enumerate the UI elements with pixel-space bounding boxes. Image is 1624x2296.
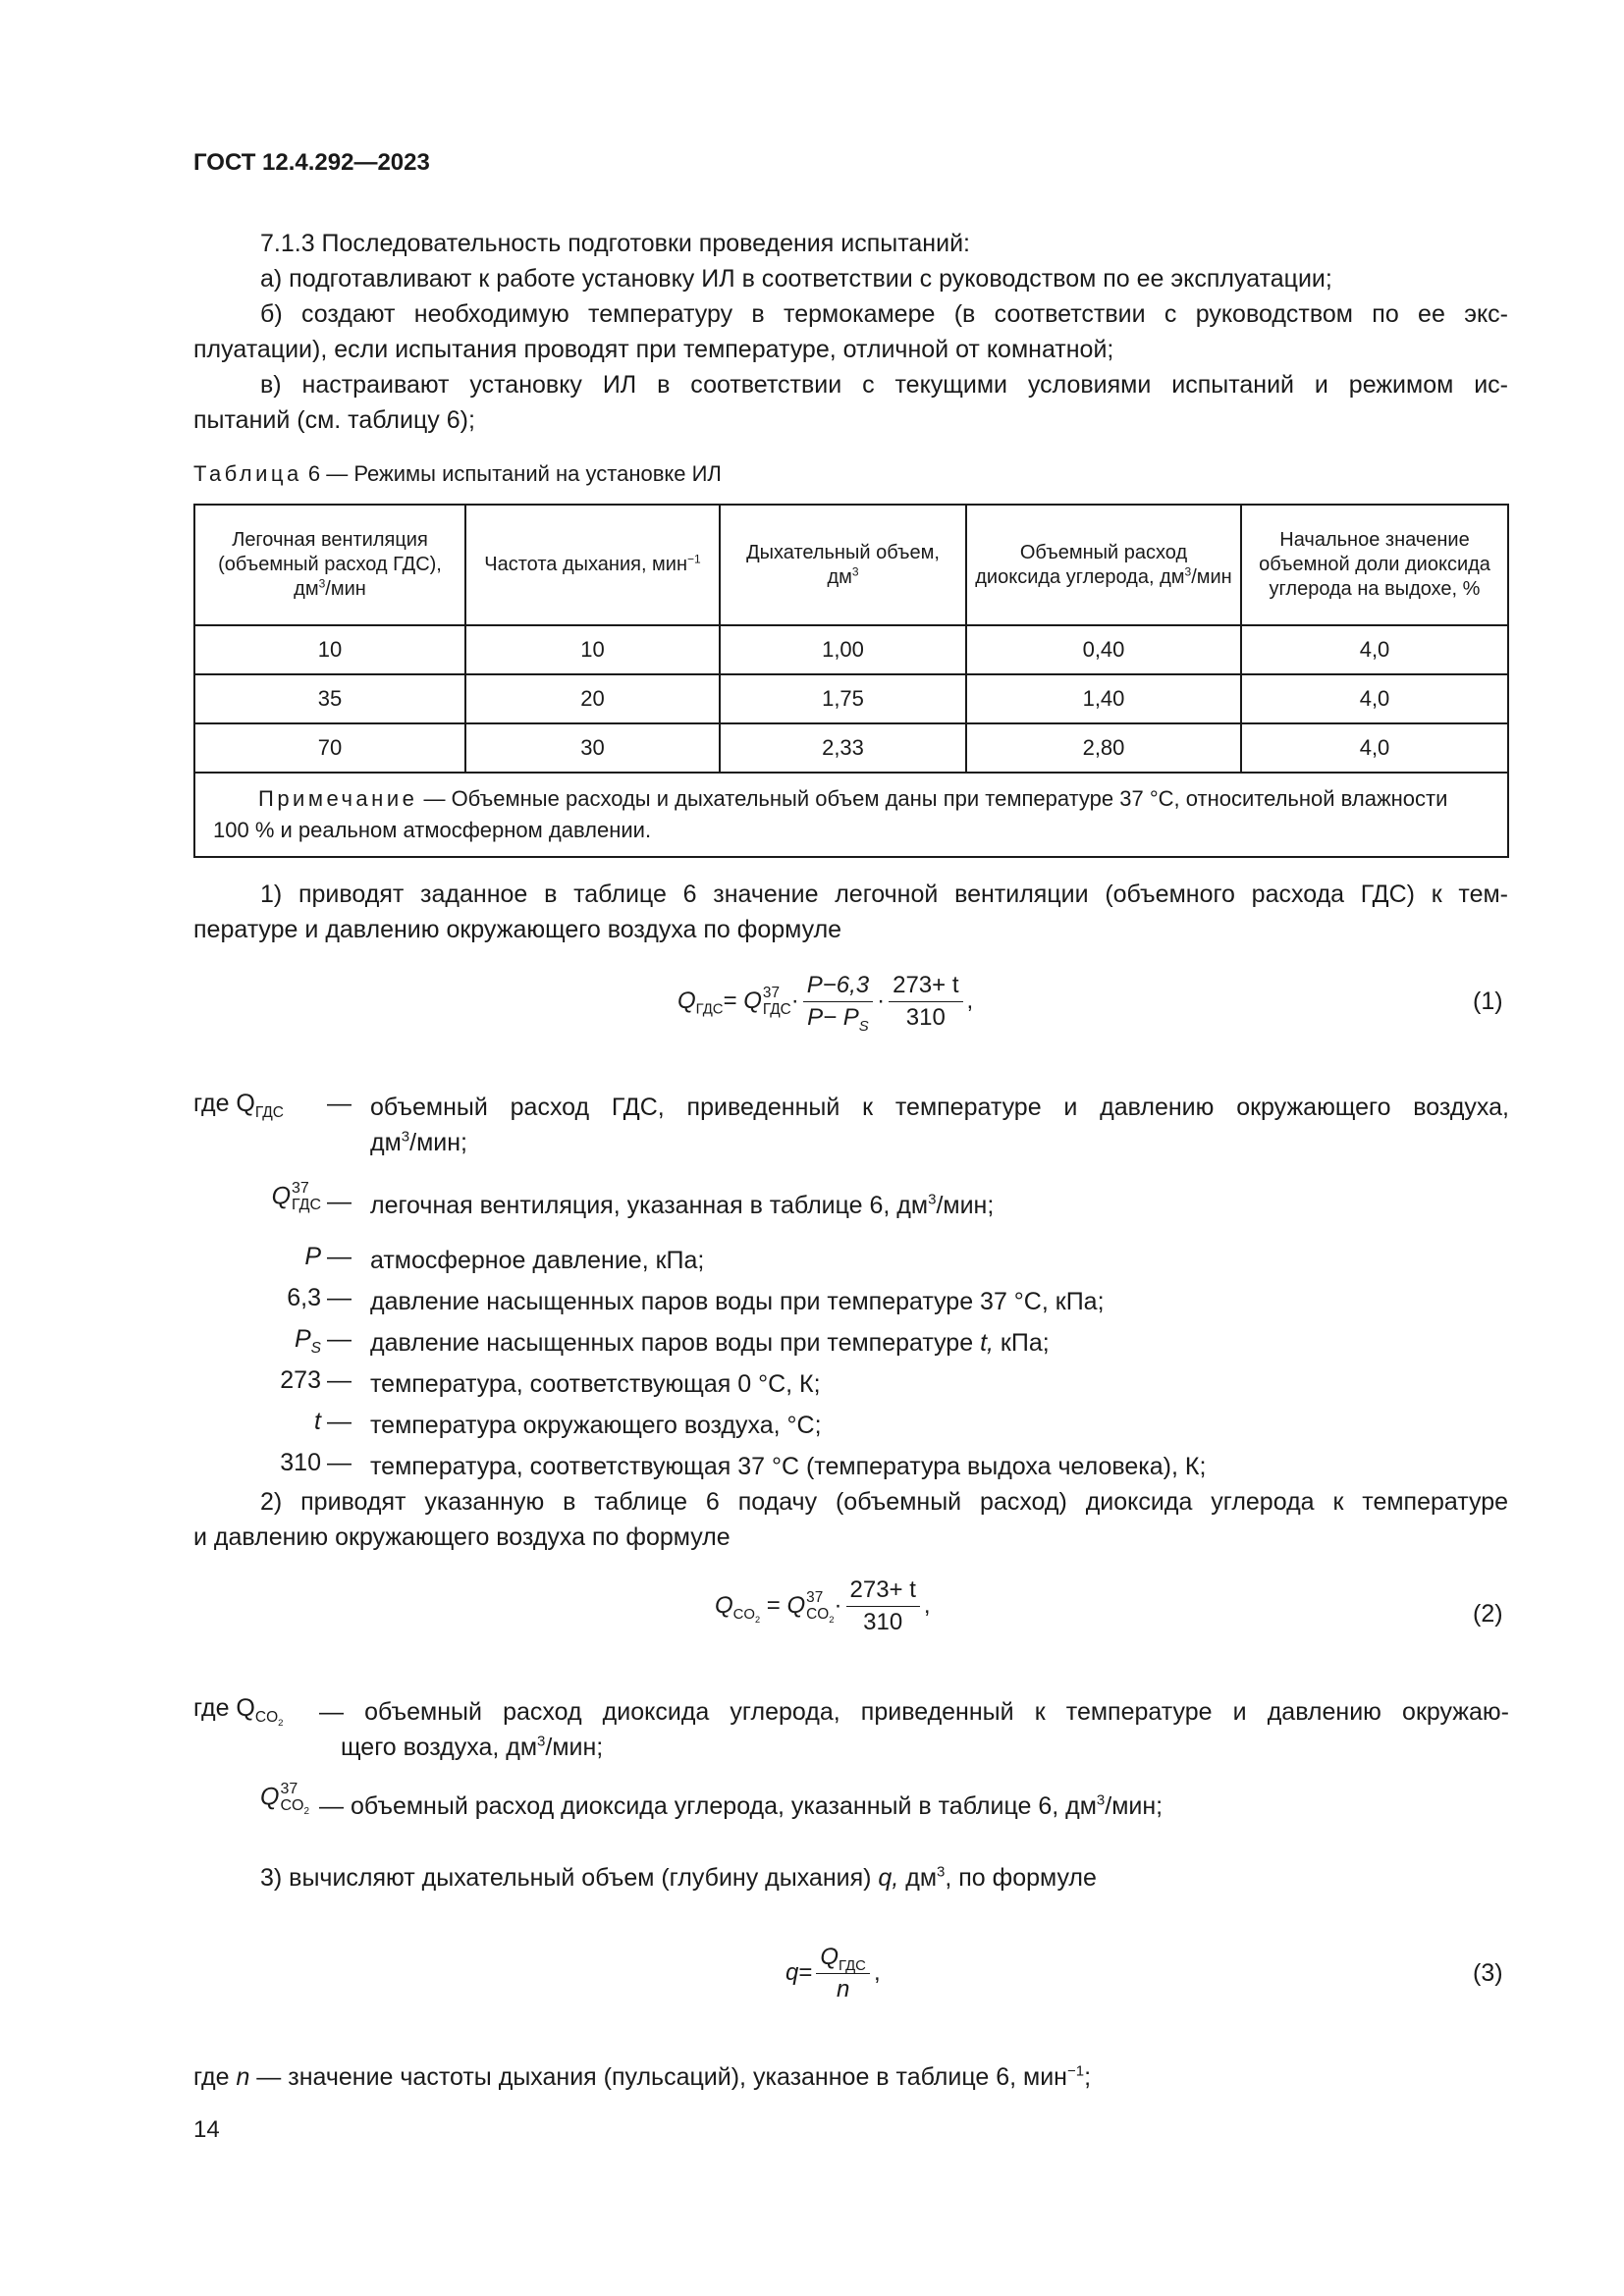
step-1-line1: 1) приводят заданное в таблице 6 значение легочной вентиляции (объемного расхода ГДС) к тем- [260, 881, 1508, 908]
step-1-line2: пературе и давлению окружающего воздуха по формуле [193, 916, 842, 943]
table-cell: 1,00 [720, 625, 966, 674]
formula-3-number: (3) [1473, 1959, 1503, 1987]
step-2 [193, 1484, 1508, 1555]
page-number: 14 [193, 2116, 220, 2143]
def-term-q37-gds: Q 37 ГДС [271, 1180, 321, 1213]
table-cell: 35 [194, 674, 465, 723]
document-header: ГОСТ 12.4.292—2023 [193, 149, 430, 176]
def-text-ps: давление насыщенных паров воды при температуре t, кПа; [370, 1329, 1050, 1357]
section-title: 7.1.3 Последовательность подготовки проведения испытаний: [260, 230, 970, 257]
table-cell: 2,80 [966, 723, 1241, 773]
formula-2: $Q_{CO_2} = Q$ 37 $CO_2$ · $\frac{273+ t}{310}$ , [715, 1576, 931, 1635]
table-cell: 1,40 [966, 674, 1241, 723]
section-text [193, 226, 1508, 438]
table-row [194, 625, 1508, 674]
col-header-ventilation: Легочная вентиляция (объемный расход ГДС), $дм^3$/мин [194, 505, 465, 625]
def-text-q37: легочная вентиляция, указанная в таблице 6, $дм^3$/мин; [370, 1191, 995, 1219]
def-text-6-3: давление насыщенных паров воды при температуре 37 °С, кПа; [370, 1288, 1105, 1315]
table-cell: 10 [465, 625, 720, 674]
table-cell: 30 [465, 723, 720, 773]
def-term-6-3: 6,3 [287, 1284, 321, 1311]
col-header-volume: Дыхательный объем, $дм^3$ [720, 505, 966, 625]
fraction-co2: $\frac{273+ t}{310}$ [846, 1576, 920, 1636]
def-term-q-co2: где $Q_{CO_2}$ [193, 1694, 284, 1730]
def-text-q37-co2: — объемный расход диоксида углерода, указанный в таблице 6, $дм^3$/мин; [319, 1791, 1164, 1820]
item-a: а) подготавливают к работе установку ИЛ в соответствии с руководством по ее эксплуатации; [260, 265, 1332, 293]
table-note-row [194, 773, 1508, 857]
table-row [194, 723, 1508, 773]
formula-1-number: (1) [1473, 988, 1503, 1015]
formula-3: q= $\frac{Q_{ГДС}}{n}$ , [785, 1944, 881, 2002]
table-cell: 2,33 [720, 723, 966, 773]
def-term-310: 310 [280, 1449, 321, 1476]
def-term-ps: $P_S$ [294, 1325, 321, 1357]
table-header-row [194, 505, 1508, 625]
def-term-q-gds: где $Q_{ГДС}$ [193, 1090, 284, 1121]
table-cell: 0,40 [966, 625, 1241, 674]
table-cell: 4,0 [1241, 674, 1508, 723]
step-3: 3) вычисляют дыхательный объем (глубину дыхания) q, $дм^3$, по формуле [260, 1863, 1097, 1892]
table-caption: Таблица 6 — Режимы испытаний на установке ИЛ [193, 461, 722, 486]
table-6 [193, 504, 1509, 858]
def-text-q-co2: — объемный расход диоксида углерода, приведенный к температуре и давлению окружаю- [319, 1698, 1509, 1726]
formula-2-number: (2) [1473, 1600, 1503, 1628]
table-cell: 20 [465, 674, 720, 723]
item-v-line1: в) настраивают установку ИЛ в соответствии с текущими условиями испытаний и режимом ис- [260, 371, 1508, 399]
table-cell: 70 [194, 723, 465, 773]
def-term-p: P [304, 1243, 321, 1270]
fraction-pressure: $\frac{P-6,3}{P- P_S}$ [803, 972, 873, 1032]
step-2-line2: и давлению окружающего воздуха по формуле [193, 1523, 731, 1551]
def-text-p: атмосферное давление, кПа; [370, 1247, 705, 1274]
definitions-3: где n — значение частоты дыхания (пульсаций), указанное в таблице 6, мин$^{-1}$; [193, 2062, 1092, 2091]
fraction-q: $\frac{Q_{ГДС}}{n}$ [816, 1944, 870, 2003]
def-term-q37-co2: Q 37 $CO_2$ [260, 1781, 309, 1817]
def-text-310: температура, соответствующая 37 °С (температура выдоха человека), К; [370, 1453, 1207, 1480]
table-row [194, 674, 1508, 723]
table-cell: 4,0 [1241, 723, 1508, 773]
def-text-t: температура окружающего воздуха, °С; [370, 1412, 822, 1439]
col-header-co2-flow: Объемный расход диоксида углерода, $дм^3$/мин [966, 505, 1241, 625]
item-v-line2: пытаний (см. таблицу 6); [193, 406, 475, 434]
item-b-line1: б) создают необходимую температуру в термокамере (в соответствии с руководством по ее экс- [260, 300, 1508, 328]
def-text-273: температура, соответствующая 0 °С, К; [370, 1370, 821, 1398]
def-term-273: 273 [280, 1366, 321, 1394]
col-header-frequency: Частота дыхания, мин$^{-1}$ [465, 505, 720, 625]
formula-1: $Q_{ГДС}= Q$ 37 ГДС · $\frac{P-6,3}{P- P_S}$ · $\frac{273+ t}{310}$ , [677, 972, 974, 1035]
table-cell: 4,0 [1241, 625, 1508, 674]
step-1 [193, 877, 1508, 947]
def-text-q-gds: объемный расход ГДС, приведенный к температуре и давлению окружающего воздуха, [370, 1094, 1509, 1121]
table-cell: 1,75 [720, 674, 966, 723]
table-cell: 10 [194, 625, 465, 674]
step-2-line1: 2) приводят указанную в таблице 6 подачу (объемный расход) диоксида углерода к температуре [260, 1488, 1508, 1516]
fraction-temperature: $\frac{273+ t}{310}$ [889, 972, 962, 1032]
def-term-t: t [314, 1408, 321, 1435]
item-b-line2: плуатации), если испытания проводят при температуре, отличной от комнатной; [193, 336, 1114, 363]
table-note: Примечание — Объемные расходы и дыхательный объем даны при температуре 37 °С, относительной влажности 100 % и реальном атмосферном давлении. [194, 773, 1508, 857]
col-header-co2-fraction: Начальное значение объемной доли диоксида углерода на выдохе, % [1241, 505, 1508, 625]
